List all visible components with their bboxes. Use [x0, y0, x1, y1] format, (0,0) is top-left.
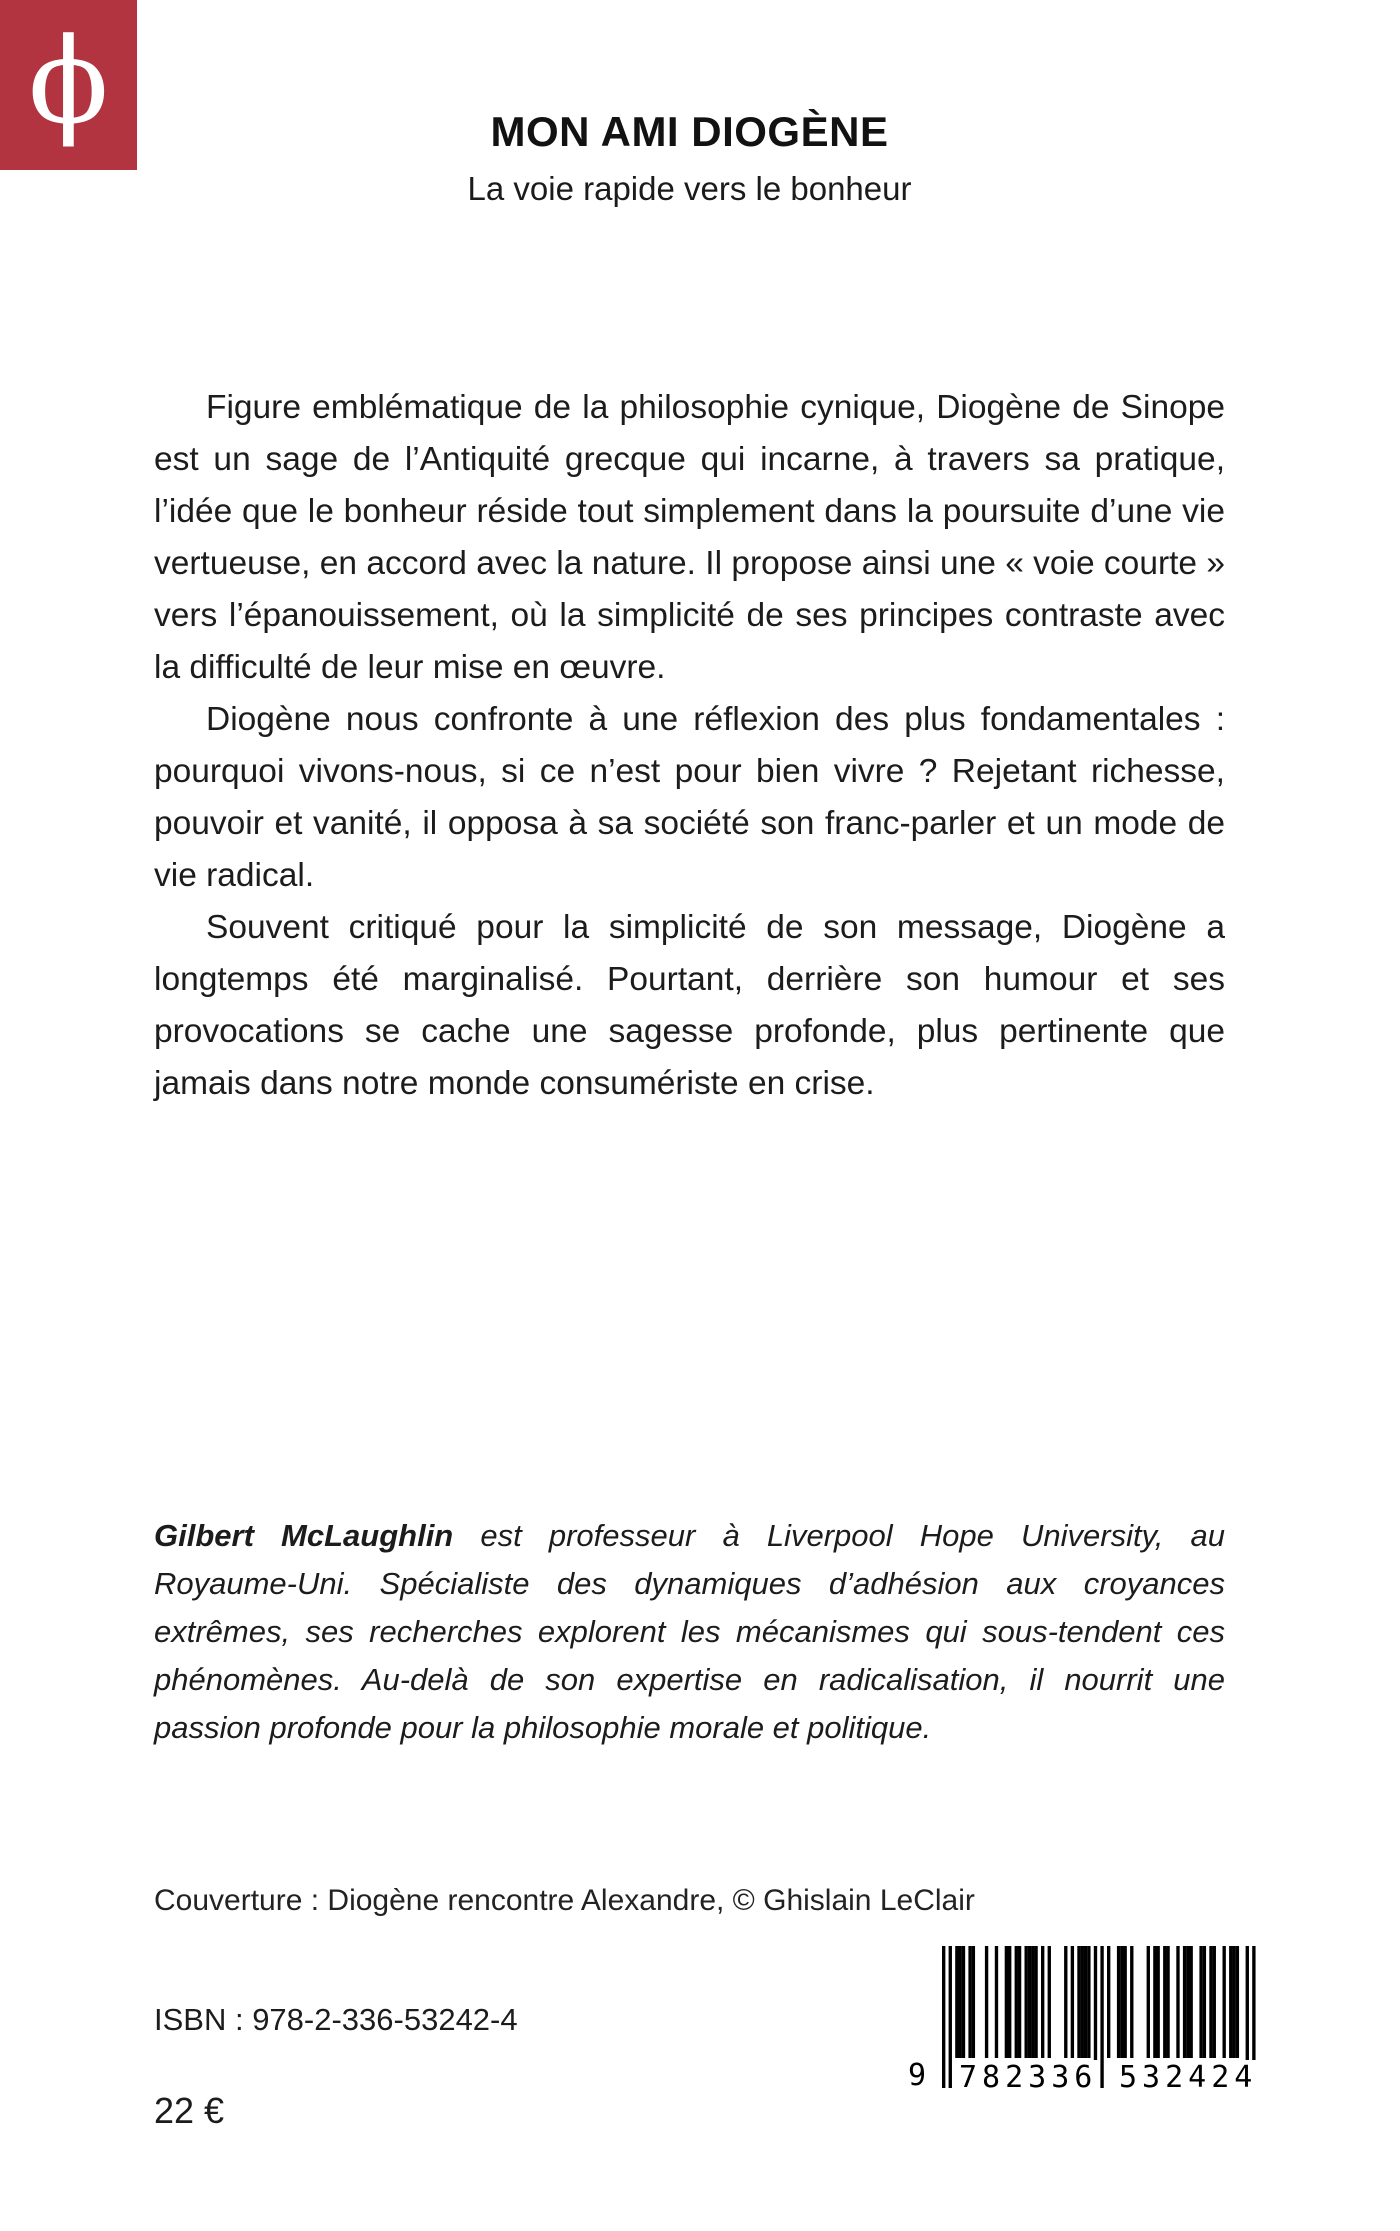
publisher-logo	[0, 0, 137, 170]
price: 22 €	[154, 2090, 225, 2131]
barcode-digits-right: 532424	[1116, 2060, 1260, 2096]
author-name: Gilbert McLaughlin	[154, 1518, 454, 1553]
header	[154, 108, 1225, 208]
phi-logo-icon: ϕ	[28, 12, 109, 150]
cover-credit: Couverture : Diogène rencontre Alexandre, © Ghislain LeClair	[154, 1884, 975, 1917]
isbn: ISBN : 978-2-336-53242-4	[154, 2002, 518, 2037]
barcode-digit-first: 9	[908, 2058, 927, 2093]
barcode-digits-left: 782336	[956, 2060, 1100, 2096]
author-bio	[154, 1512, 1225, 1752]
book-subtitle: La voie rapide vers le bonheur	[467, 170, 912, 207]
barcode	[904, 1946, 1264, 2124]
synopsis-paragraph-2: Diogène nous confronte à une réflexion des plus fondamentales : pourquoi vivons-nous, si ce n’est pour bien vivre ? Rejetant richesse, pouvoir et vanité, il opposa à sa société son franc-parler et un mode de vie radical.	[154, 701, 1225, 894]
author-bio-text: est professeur à Liverpool Hope University, au Royaume-Uni. Spécialiste des dynamiques d’adhésion aux croyances extrêmes, ses recherches explorent les mécanismes qui sous-tendent ces phénomènes. Au-delà de son expertise en radicalisation, il nourrit une passion profonde pour la philosophie morale et politique.	[154, 1518, 1225, 1745]
synopsis	[154, 382, 1225, 1110]
book-title: MON AMI DIOGÈNE	[490, 108, 889, 155]
synopsis-paragraph-1: Figure emblématique de la philosophie cynique, Diogène de Sinope est un sage de l’Antiquité grecque qui incarne, à travers sa pratique, l’idée que le bonheur réside tout simplement dans la poursuite d’une vie vertueuse, en accord avec la nature. Il propose ainsi une « voie courte » vers l’épanouissement, où la simplicité de ses principes contraste avec la difficulté de leur mise en œuvre.	[154, 389, 1225, 686]
synopsis-paragraph-3: Souvent critiqué pour la simplicité de son message, Diogène a longtemps été marginalisé. Pourtant, derrière son humour et ses provocations se cache une sagesse profonde, plus pertinente que jamais dans notre monde consumériste en crise.	[154, 909, 1225, 1102]
